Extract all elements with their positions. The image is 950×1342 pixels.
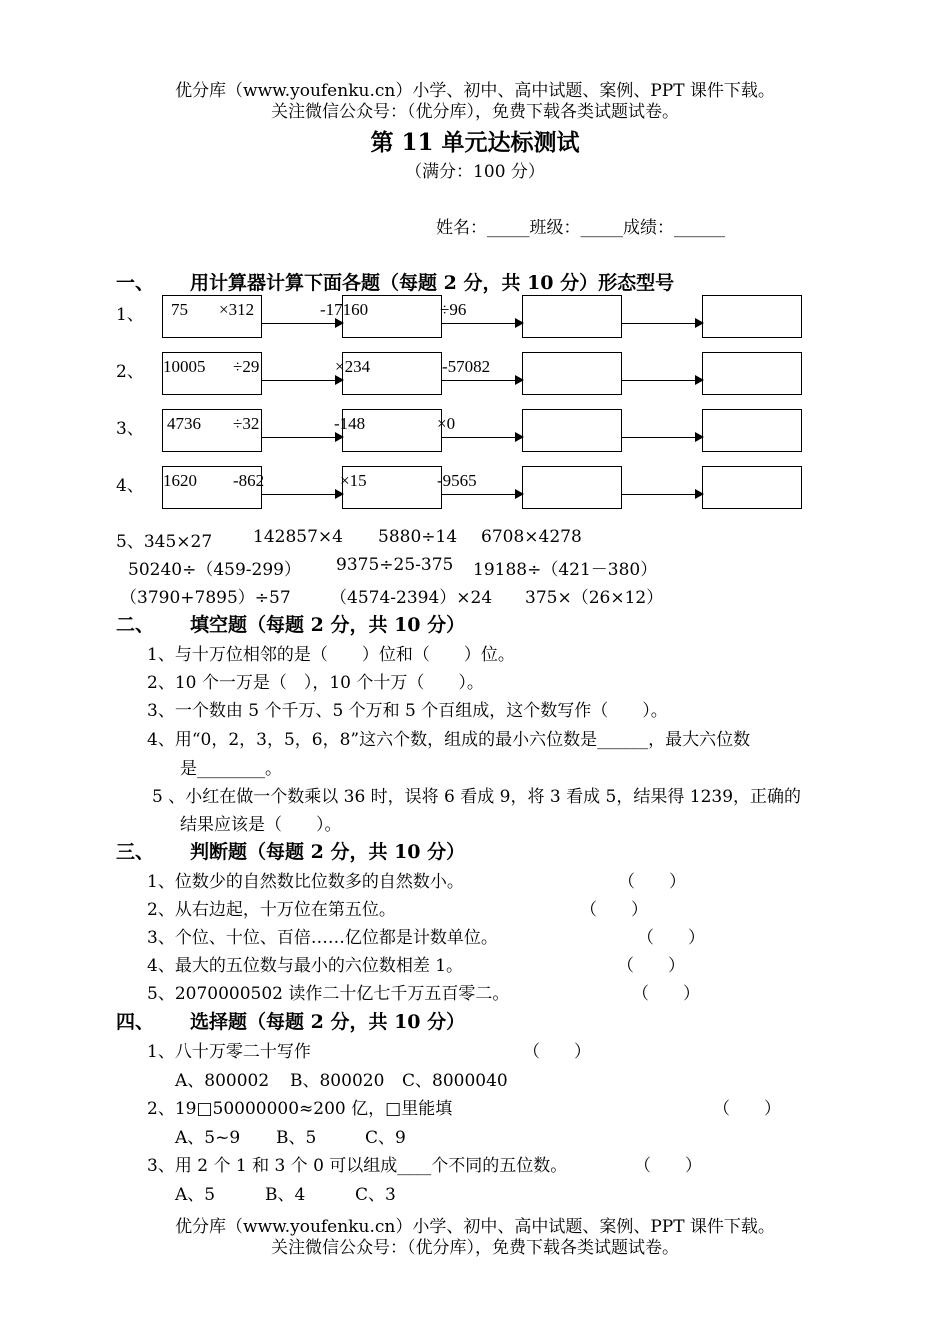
section-4-number: 四、 (116, 1011, 155, 1033)
q5-expr: 142857×4 (253, 527, 343, 547)
q5-expr: 9375÷25-375 (336, 555, 454, 575)
answer-paren: （ ） (523, 1042, 591, 1062)
calc-row-index: 4、 (116, 476, 144, 496)
calc-op-2: -148 (334, 414, 366, 433)
judge-question: 5、2070000502 读作二十亿七千万五百零二。 (147, 984, 510, 1004)
fill-question-cont: 结果应该是（ ）。 (180, 815, 342, 835)
answer-paren: （ ） (713, 1099, 781, 1119)
section-1-title: 用计算器计算下面各题（每题 2 分，共 10 分）形态型号 (190, 272, 675, 294)
section-2-title: 填空题（每题 2 分，共 10 分） (190, 614, 466, 636)
arrow-icon (262, 437, 342, 438)
judge-question: 1、位数少的自然数比位数多的自然数小。 (147, 872, 464, 892)
arrow-icon (262, 380, 342, 381)
arrow-icon (262, 323, 342, 324)
fill-question: 1、与十万位相邻的是（ ）位和（ ）位。 (147, 645, 515, 665)
calc-start: 10005 (163, 357, 206, 376)
q5-expr: 5880÷14 (378, 527, 458, 547)
choice-option: C、9 (365, 1128, 406, 1148)
answer-paren: （ ） (634, 1156, 702, 1176)
arrow-icon (622, 494, 702, 495)
choice-option: C、8000040 (402, 1071, 508, 1091)
choice-option: B、800020 (290, 1071, 385, 1091)
arrow-icon (442, 323, 522, 324)
calc-op-1: -862 (233, 471, 265, 490)
choice-question: 3、用 2 个 1 和 3 个 0 可以组成____个不同的五位数。 (147, 1156, 568, 1176)
arrow-icon (262, 494, 342, 495)
calc-box-3 (522, 466, 622, 509)
fill-question: 2、10 个一万是（ ），10 个十万（ ）。 (147, 673, 484, 693)
q5-expr: 50240÷（459-299） (128, 560, 301, 580)
arrow-icon (442, 494, 522, 495)
arrow-icon (442, 437, 522, 438)
calc-row-index: 3、 (116, 419, 144, 439)
calc-start: 75 (171, 300, 188, 319)
section-3-number: 三、 (116, 841, 155, 863)
calc-op-3: ×0 (437, 414, 456, 433)
choice-option: B、5 (276, 1128, 317, 1148)
arrow-icon (622, 380, 702, 381)
calc-row-index: 2、 (116, 362, 144, 382)
calc-start: 4736 (167, 414, 201, 433)
choice-option: B、4 (265, 1185, 306, 1205)
answer-paren: （ ） (617, 956, 685, 976)
choice-option: A、800002 (175, 1071, 270, 1091)
calc-box-4 (702, 352, 802, 395)
student-info: 姓名：_____班级：_____成绩：______ (436, 218, 725, 238)
choice-option: C、3 (355, 1185, 396, 1205)
answer-paren: （ ） (618, 872, 686, 892)
section-3-title: 判断题（每题 2 分，共 10 分） (190, 841, 466, 863)
calc-op-1: ÷29 (233, 357, 260, 376)
footer-line-1: 优分库（www.youfenku.cn）小学、初中、高中试题、案例、PPT 课件下载。 (175, 1217, 775, 1237)
calc-op-3: -57082 (442, 357, 491, 376)
choice-question: 1、八十万零二十写作 (147, 1042, 311, 1062)
choice-option: A、5~9 (175, 1128, 241, 1148)
answer-paren: （ ） (580, 900, 648, 920)
fill-question: 3、一个数由 5 个千万、5 个万和 5 个百组成，这个数写作（ ）。 (147, 701, 668, 721)
calc-row-index: 1、 (116, 305, 144, 325)
judge-question: 3、个位、十位、百倍……亿位都是计数单位。 (147, 928, 498, 948)
fill-question-cont: 是________。 (180, 759, 282, 779)
calc-op-2: -17160 (320, 300, 369, 319)
calc-box-4 (702, 466, 802, 509)
page-title: 第 11 单元达标测试 (370, 129, 580, 156)
fill-question: 4、用“0，2，3，5，6，8”这六个数，组成的最小六位数是______，最大六位数 (147, 730, 751, 750)
calc-box-4 (702, 409, 802, 452)
calc-op-3: -9565 (437, 471, 477, 490)
judge-question: 2、从右边起，十万位在第五位。 (147, 900, 396, 920)
calc-op-1: ×312 (219, 300, 255, 319)
footer-line-2: 关注微信公众号：（优分库），免费下载各类试题试卷。 (271, 1238, 679, 1258)
q5-expr: （3790+7895）÷57 (120, 588, 291, 608)
calc-op-2: ×15 (340, 471, 367, 490)
arrow-icon (622, 323, 702, 324)
section-1-number: 一、 (116, 272, 155, 294)
calc-op-3: ÷96 (440, 300, 467, 319)
q5-expr: 5、345×27 (116, 532, 213, 552)
header-line-2: 关注微信公众号：（优分库），免费下载各类试题试卷。 (271, 102, 679, 122)
q5-expr: 6708×4278 (481, 527, 582, 547)
header-line-1: 优分库（www.youfenku.cn）小学、初中、高中试题、案例、PPT 课件下载。 (175, 81, 775, 101)
calc-box-4 (702, 295, 802, 338)
choice-option: A、5 (175, 1185, 216, 1205)
answer-paren: （ ） (632, 984, 700, 1004)
q5-expr: （4574-2394）×24 (330, 588, 493, 608)
choice-question: 2、19□50000000≈200 亿，□里能填 (147, 1099, 453, 1119)
calc-start: 1620 (163, 471, 197, 490)
arrow-icon (442, 380, 522, 381)
calc-op-1: ÷32 (233, 414, 260, 433)
calc-op-2: ×234 (335, 357, 371, 376)
q5-expr: 19188÷（421－380） (473, 560, 658, 580)
page-subtitle: （满分：100 分） (405, 162, 545, 182)
answer-paren: （ ） (637, 928, 705, 948)
section-4-title: 选择题（每题 2 分，共 10 分） (190, 1011, 466, 1033)
fill-question: 5 、小红在做一个数乘以 36 时，误将 6 看成 9，将 3 看成 5，结果得 1239，正确的 (152, 787, 802, 807)
calc-box-3 (522, 409, 622, 452)
section-2-number: 二、 (116, 614, 155, 636)
calc-box-3 (522, 352, 622, 395)
judge-question: 4、最大的五位数与最小的六位数相差 1。 (147, 956, 464, 976)
arrow-icon (622, 437, 702, 438)
calc-box-3 (522, 295, 622, 338)
q5-expr: 375×（26×12） (525, 588, 664, 608)
